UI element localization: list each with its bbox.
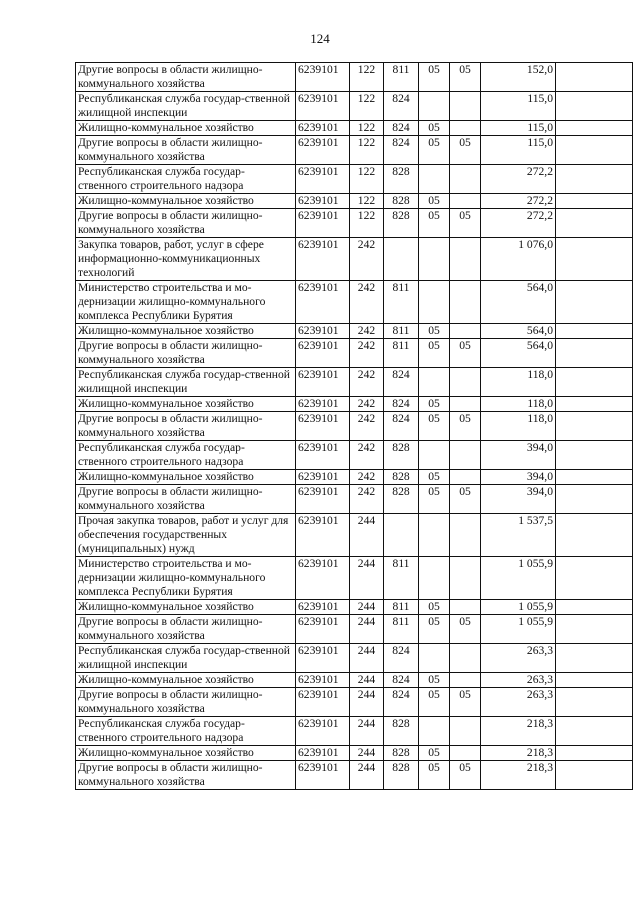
row-adm-cell: 824 xyxy=(384,688,419,717)
table-row xyxy=(76,209,633,238)
table-row xyxy=(76,600,633,615)
row-csr-cell: 6239101 xyxy=(296,485,350,514)
row-empty-cell xyxy=(556,121,633,136)
row-adm-cell: 824 xyxy=(384,368,419,397)
table-row xyxy=(76,557,633,600)
row-sum-cell: 272,2 xyxy=(481,194,556,209)
row-sum-cell: 115,0 xyxy=(481,92,556,121)
table-row xyxy=(76,324,633,339)
row-rz-cell: 05 xyxy=(419,63,450,92)
row-adm-cell: 828 xyxy=(384,441,419,470)
table-row xyxy=(76,441,633,470)
row-empty-cell xyxy=(556,485,633,514)
row-csr-cell: 6239101 xyxy=(296,746,350,761)
row-csr-cell: 6239101 xyxy=(296,136,350,165)
row-csr-cell: 6239101 xyxy=(296,600,350,615)
row-empty-cell xyxy=(556,412,633,441)
row-pr-cell xyxy=(450,368,481,397)
row-vr-cell: 242 xyxy=(350,339,384,368)
row-rz-cell: 05 xyxy=(419,746,450,761)
table-row xyxy=(76,339,633,368)
row-empty-cell xyxy=(556,324,633,339)
row-name-cell: Республиканская служба государ-ственной жилищной инспекции xyxy=(76,644,296,673)
row-empty-cell xyxy=(556,441,633,470)
row-rz-cell xyxy=(419,281,450,324)
row-vr-cell: 244 xyxy=(350,557,384,600)
row-csr-cell: 6239101 xyxy=(296,412,350,441)
row-name-cell: Республиканская служба государ-ственной жилищной инспекции xyxy=(76,92,296,121)
row-adm-cell: 828 xyxy=(384,717,419,746)
row-csr-cell: 6239101 xyxy=(296,688,350,717)
row-pr-cell: 05 xyxy=(450,412,481,441)
table-row xyxy=(76,63,633,92)
row-adm-cell: 811 xyxy=(384,63,419,92)
row-csr-cell: 6239101 xyxy=(296,63,350,92)
row-rz-cell: 05 xyxy=(419,397,450,412)
row-empty-cell xyxy=(556,717,633,746)
row-vr-cell: 242 xyxy=(350,238,384,281)
row-adm-cell: 811 xyxy=(384,557,419,600)
row-name-cell: Жилищно-коммунальное хозяйство xyxy=(76,194,296,209)
row-pr-cell: 05 xyxy=(450,136,481,165)
row-vr-cell: 122 xyxy=(350,92,384,121)
row-vr-cell: 244 xyxy=(350,673,384,688)
row-pr-cell: 05 xyxy=(450,485,481,514)
table-row xyxy=(76,368,633,397)
row-empty-cell xyxy=(556,63,633,92)
row-csr-cell: 6239101 xyxy=(296,717,350,746)
row-pr-cell: 05 xyxy=(450,688,481,717)
row-adm-cell xyxy=(384,514,419,557)
row-pr-cell xyxy=(450,441,481,470)
row-csr-cell: 6239101 xyxy=(296,209,350,238)
row-rz-cell: 05 xyxy=(419,194,450,209)
row-pr-cell xyxy=(450,397,481,412)
row-name-cell: Жилищно-коммунальное хозяйство xyxy=(76,397,296,412)
table-row xyxy=(76,238,633,281)
row-empty-cell xyxy=(556,136,633,165)
row-rz-cell xyxy=(419,368,450,397)
row-sum-cell: 115,0 xyxy=(481,136,556,165)
row-empty-cell xyxy=(556,397,633,412)
row-sum-cell: 564,0 xyxy=(481,324,556,339)
row-empty-cell xyxy=(556,194,633,209)
row-sum-cell: 263,3 xyxy=(481,673,556,688)
row-csr-cell: 6239101 xyxy=(296,121,350,136)
row-vr-cell: 244 xyxy=(350,615,384,644)
row-vr-cell: 122 xyxy=(350,136,384,165)
row-rz-cell xyxy=(419,717,450,746)
row-empty-cell xyxy=(556,761,633,790)
row-name-cell: Министерство строительства и мо-дернизации жилищно-коммунального комплекса Республики Бурятия xyxy=(76,557,296,600)
row-vr-cell: 122 xyxy=(350,63,384,92)
row-adm-cell: 824 xyxy=(384,136,419,165)
row-empty-cell xyxy=(556,600,633,615)
row-rz-cell: 05 xyxy=(419,339,450,368)
table-row xyxy=(76,688,633,717)
row-pr-cell: 05 xyxy=(450,63,481,92)
row-name-cell: Другие вопросы в области жилищно-коммунального хозяйства xyxy=(76,688,296,717)
row-sum-cell: 272,2 xyxy=(481,209,556,238)
row-vr-cell: 122 xyxy=(350,194,384,209)
row-sum-cell: 394,0 xyxy=(481,470,556,485)
row-rz-cell: 05 xyxy=(419,761,450,790)
row-vr-cell: 242 xyxy=(350,324,384,339)
row-rz-cell: 05 xyxy=(419,324,450,339)
row-name-cell: Другие вопросы в области жилищно-коммунального хозяйства xyxy=(76,209,296,238)
row-sum-cell: 218,3 xyxy=(481,746,556,761)
row-rz-cell xyxy=(419,238,450,281)
row-rz-cell: 05 xyxy=(419,209,450,238)
row-name-cell: Прочая закупка товаров, работ и услуг для обеспечения государственных (муниципальных) нужд xyxy=(76,514,296,557)
table-row xyxy=(76,92,633,121)
row-rz-cell: 05 xyxy=(419,412,450,441)
page-number: 124 xyxy=(310,31,330,46)
row-pr-cell xyxy=(450,600,481,615)
row-name-cell: Другие вопросы в области жилищно-коммунального хозяйства xyxy=(76,63,296,92)
row-adm-cell: 811 xyxy=(384,339,419,368)
table-row xyxy=(76,194,633,209)
row-sum-cell: 564,0 xyxy=(481,281,556,324)
table-row xyxy=(76,397,633,412)
row-csr-cell: 6239101 xyxy=(296,397,350,412)
row-pr-cell xyxy=(450,644,481,673)
row-sum-cell: 1 076,0 xyxy=(481,238,556,281)
row-sum-cell: 272,2 xyxy=(481,165,556,194)
row-vr-cell: 244 xyxy=(350,514,384,557)
row-pr-cell xyxy=(450,165,481,194)
row-rz-cell: 05 xyxy=(419,615,450,644)
row-adm-cell: 811 xyxy=(384,281,419,324)
row-csr-cell: 6239101 xyxy=(296,557,350,600)
row-pr-cell xyxy=(450,514,481,557)
table-row xyxy=(76,485,633,514)
row-sum-cell: 118,0 xyxy=(481,412,556,441)
row-name-cell: Республиканская служба государ-ственного строительного надзора xyxy=(76,441,296,470)
table-row xyxy=(76,470,633,485)
row-name-cell: Жилищно-коммунальное хозяйство xyxy=(76,746,296,761)
row-empty-cell xyxy=(556,470,633,485)
row-empty-cell xyxy=(556,557,633,600)
row-rz-cell xyxy=(419,644,450,673)
row-sum-cell: 263,3 xyxy=(481,644,556,673)
row-rz-cell xyxy=(419,165,450,194)
row-pr-cell xyxy=(450,194,481,209)
row-sum-cell: 394,0 xyxy=(481,485,556,514)
row-name-cell: Республиканская служба государ-ственной жилищной инспекции xyxy=(76,368,296,397)
row-sum-cell: 564,0 xyxy=(481,339,556,368)
row-csr-cell: 6239101 xyxy=(296,470,350,485)
row-name-cell: Республиканская служба государ-ственного строительного надзора xyxy=(76,165,296,194)
table-row xyxy=(76,761,633,790)
row-sum-cell: 118,0 xyxy=(481,368,556,397)
row-vr-cell: 242 xyxy=(350,412,384,441)
table-row xyxy=(76,644,633,673)
row-sum-cell: 115,0 xyxy=(481,121,556,136)
row-empty-cell xyxy=(556,673,633,688)
row-empty-cell xyxy=(556,209,633,238)
row-csr-cell: 6239101 xyxy=(296,281,350,324)
row-adm-cell: 811 xyxy=(384,600,419,615)
row-vr-cell: 242 xyxy=(350,368,384,397)
row-csr-cell: 6239101 xyxy=(296,194,350,209)
row-sum-cell: 1 055,9 xyxy=(481,600,556,615)
row-adm-cell: 828 xyxy=(384,165,419,194)
row-rz-cell xyxy=(419,441,450,470)
row-pr-cell xyxy=(450,92,481,121)
row-rz-cell: 05 xyxy=(419,470,450,485)
table-row xyxy=(76,281,633,324)
budget-table-body xyxy=(76,63,633,790)
row-sum-cell: 1 055,9 xyxy=(481,615,556,644)
row-sum-cell: 394,0 xyxy=(481,441,556,470)
row-sum-cell: 152,0 xyxy=(481,63,556,92)
row-pr-cell: 05 xyxy=(450,209,481,238)
row-csr-cell: 6239101 xyxy=(296,514,350,557)
table-row xyxy=(76,165,633,194)
row-name-cell: Жилищно-коммунальное хозяйство xyxy=(76,121,296,136)
row-rz-cell: 05 xyxy=(419,673,450,688)
row-csr-cell: 6239101 xyxy=(296,644,350,673)
row-empty-cell xyxy=(556,514,633,557)
table-row xyxy=(76,717,633,746)
row-rz-cell: 05 xyxy=(419,600,450,615)
row-adm-cell: 828 xyxy=(384,194,419,209)
row-vr-cell: 242 xyxy=(350,485,384,514)
row-pr-cell xyxy=(450,324,481,339)
row-rz-cell xyxy=(419,92,450,121)
row-csr-cell: 6239101 xyxy=(296,92,350,121)
row-vr-cell: 244 xyxy=(350,644,384,673)
row-csr-cell: 6239101 xyxy=(296,339,350,368)
row-vr-cell: 242 xyxy=(350,281,384,324)
row-name-cell: Жилищно-коммунальное хозяйство xyxy=(76,470,296,485)
row-name-cell: Другие вопросы в области жилищно-коммунального хозяйства xyxy=(76,136,296,165)
row-empty-cell xyxy=(556,92,633,121)
row-adm-cell: 824 xyxy=(384,92,419,121)
row-pr-cell xyxy=(450,717,481,746)
row-vr-cell: 244 xyxy=(350,717,384,746)
row-pr-cell xyxy=(450,281,481,324)
row-csr-cell: 6239101 xyxy=(296,324,350,339)
row-empty-cell xyxy=(556,339,633,368)
row-name-cell: Жилищно-коммунальное хозяйство xyxy=(76,673,296,688)
table-row xyxy=(76,746,633,761)
row-adm-cell: 828 xyxy=(384,209,419,238)
row-rz-cell: 05 xyxy=(419,485,450,514)
row-pr-cell xyxy=(450,238,481,281)
row-empty-cell xyxy=(556,238,633,281)
row-csr-cell: 6239101 xyxy=(296,441,350,470)
row-pr-cell xyxy=(450,746,481,761)
table-row xyxy=(76,121,633,136)
row-sum-cell: 218,3 xyxy=(481,761,556,790)
row-sum-cell: 263,3 xyxy=(481,688,556,717)
row-csr-cell: 6239101 xyxy=(296,368,350,397)
row-name-cell: Закупка товаров, работ, услуг в сфере информационно-коммуникационных технологий xyxy=(76,238,296,281)
row-empty-cell xyxy=(556,615,633,644)
row-empty-cell xyxy=(556,368,633,397)
row-vr-cell: 244 xyxy=(350,600,384,615)
row-rz-cell: 05 xyxy=(419,136,450,165)
row-name-cell: Республиканская служба государ-ственного строительного надзора xyxy=(76,717,296,746)
table-row xyxy=(76,615,633,644)
row-vr-cell: 244 xyxy=(350,688,384,717)
row-adm-cell: 811 xyxy=(384,324,419,339)
table-row xyxy=(76,514,633,557)
row-rz-cell xyxy=(419,514,450,557)
row-csr-cell: 6239101 xyxy=(296,761,350,790)
row-adm-cell: 824 xyxy=(384,412,419,441)
row-csr-cell: 6239101 xyxy=(296,165,350,194)
row-csr-cell: 6239101 xyxy=(296,238,350,281)
row-adm-cell: 824 xyxy=(384,397,419,412)
row-name-cell: Другие вопросы в области жилищно-коммунального хозяйства xyxy=(76,761,296,790)
row-name-cell: Жилищно-коммунальное хозяйство xyxy=(76,600,296,615)
row-empty-cell xyxy=(556,644,633,673)
row-vr-cell: 242 xyxy=(350,470,384,485)
row-rz-cell: 05 xyxy=(419,688,450,717)
row-sum-cell: 218,3 xyxy=(481,717,556,746)
table-row xyxy=(76,412,633,441)
row-adm-cell: 824 xyxy=(384,644,419,673)
row-csr-cell: 6239101 xyxy=(296,673,350,688)
row-csr-cell: 6239101 xyxy=(296,615,350,644)
table-row xyxy=(76,673,633,688)
row-name-cell: Жилищно-коммунальное хозяйство xyxy=(76,324,296,339)
row-sum-cell: 118,0 xyxy=(481,397,556,412)
row-name-cell: Министерство строительства и мо-дернизации жилищно-коммунального комплекса Республики Бурятия xyxy=(76,281,296,324)
row-name-cell: Другие вопросы в области жилищно-коммунального хозяйства xyxy=(76,339,296,368)
row-pr-cell xyxy=(450,121,481,136)
row-empty-cell xyxy=(556,688,633,717)
row-sum-cell: 1 537,5 xyxy=(481,514,556,557)
row-adm-cell: 828 xyxy=(384,485,419,514)
budget-table xyxy=(75,62,633,790)
row-empty-cell xyxy=(556,281,633,324)
row-name-cell: Другие вопросы в области жилищно-коммунального хозяйства xyxy=(76,615,296,644)
row-vr-cell: 242 xyxy=(350,441,384,470)
row-adm-cell: 828 xyxy=(384,470,419,485)
row-adm-cell: 811 xyxy=(384,615,419,644)
row-vr-cell: 242 xyxy=(350,397,384,412)
row-rz-cell xyxy=(419,557,450,600)
row-pr-cell: 05 xyxy=(450,761,481,790)
row-name-cell: Другие вопросы в области жилищно-коммунального хозяйства xyxy=(76,412,296,441)
row-pr-cell xyxy=(450,673,481,688)
table-row xyxy=(76,136,633,165)
row-empty-cell xyxy=(556,746,633,761)
row-vr-cell: 244 xyxy=(350,761,384,790)
row-vr-cell: 122 xyxy=(350,209,384,238)
row-empty-cell xyxy=(556,165,633,194)
row-pr-cell: 05 xyxy=(450,615,481,644)
row-pr-cell: 05 xyxy=(450,339,481,368)
row-adm-cell: 828 xyxy=(384,746,419,761)
row-adm-cell: 824 xyxy=(384,121,419,136)
row-sum-cell: 1 055,9 xyxy=(481,557,556,600)
row-adm-cell xyxy=(384,238,419,281)
row-vr-cell: 244 xyxy=(350,746,384,761)
row-pr-cell xyxy=(450,470,481,485)
row-pr-cell xyxy=(450,557,481,600)
row-vr-cell: 122 xyxy=(350,165,384,194)
row-adm-cell: 828 xyxy=(384,761,419,790)
row-vr-cell: 122 xyxy=(350,121,384,136)
row-adm-cell: 824 xyxy=(384,673,419,688)
row-name-cell: Другие вопросы в области жилищно-коммунального хозяйства xyxy=(76,485,296,514)
row-rz-cell: 05 xyxy=(419,121,450,136)
